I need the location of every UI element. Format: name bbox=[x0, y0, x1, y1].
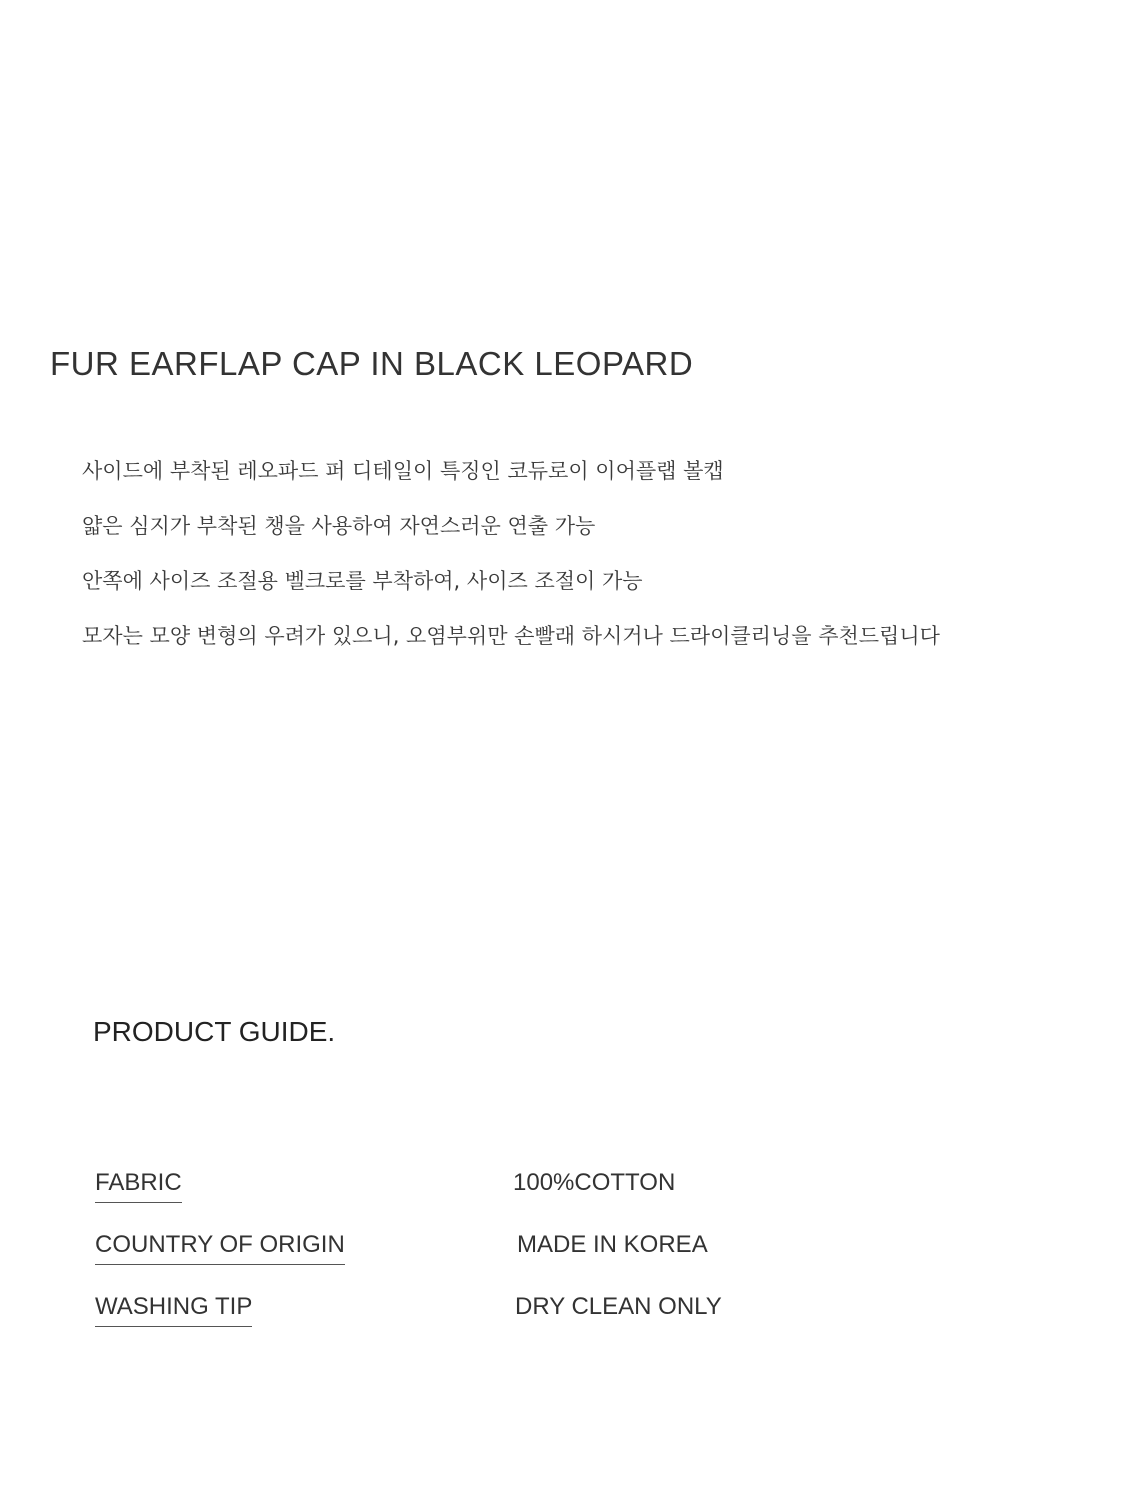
description-line: 얇은 심지가 부착된 챙을 사용하여 자연스러운 연출 가능 bbox=[82, 514, 596, 538]
product-description bbox=[82, 455, 940, 675]
spec-row-country-of-origin bbox=[0, 1230, 1125, 1270]
spec-label-country-of-origin: COUNTRY OF ORIGIN bbox=[95, 1230, 345, 1265]
description-line: 안쪽에 사이즈 조절용 벨크로를 부착하여, 사이즈 조절이 가능 bbox=[82, 569, 643, 593]
product-title: FUR EARFLAP CAP IN BLACK LEOPARD bbox=[50, 345, 694, 382]
product-guide-heading: PRODUCT GUIDE. bbox=[93, 1016, 336, 1047]
spec-row-washing-tip bbox=[0, 1292, 1125, 1332]
spec-label-washing-tip: WASHING TIP bbox=[95, 1292, 252, 1327]
description-line: 모자는 모양 변형의 우려가 있으니, 오염부위만 손빨래 하시거나 드라이클리닝을 추천드립니다 bbox=[82, 624, 940, 648]
spec-value-fabric: 100%COTTON bbox=[513, 1169, 676, 1196]
spec-label-fabric: FABRIC bbox=[95, 1168, 182, 1203]
spec-row-fabric bbox=[0, 1168, 1125, 1208]
spec-value-country-of-origin: MADE IN KOREA bbox=[517, 1231, 708, 1258]
description-line: 사이드에 부착된 레오파드 퍼 디테일이 특징인 코듀로이 이어플랩 볼캡 bbox=[82, 459, 724, 483]
spec-value-washing-tip: DRY CLEAN ONLY bbox=[515, 1293, 722, 1320]
